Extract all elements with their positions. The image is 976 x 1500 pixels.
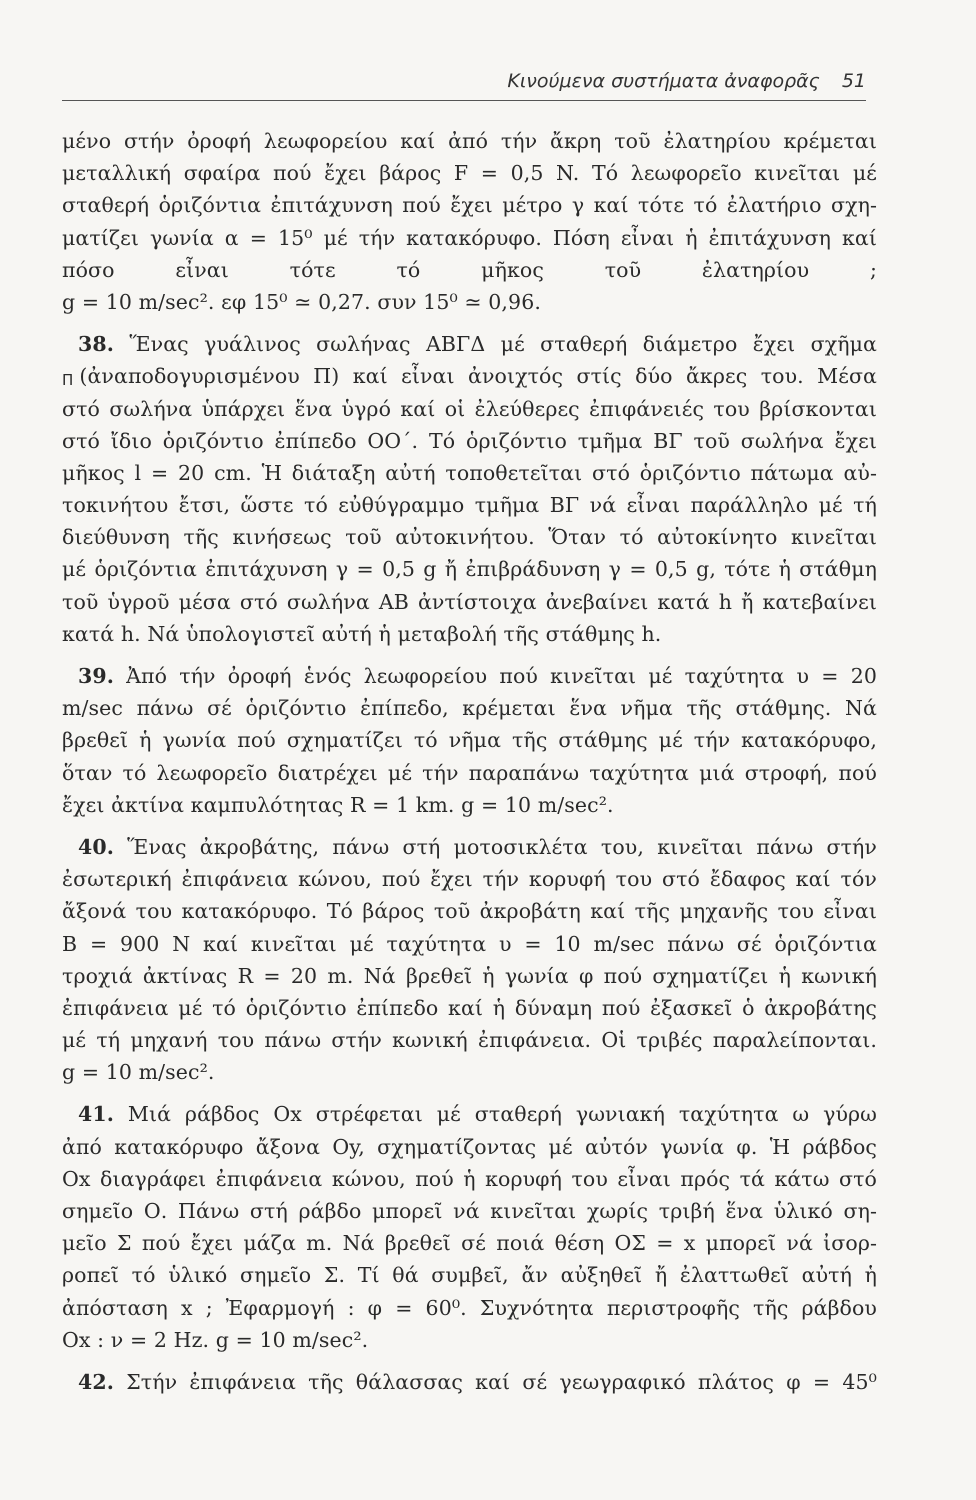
text-line: ἄξονά του κατακόρυφο. Τό βάρος τοῦ ἀκροβάτη καί τῆς μηχανῆς του εἶναι — [62, 899, 877, 924]
text-line: τροχιά ἀκτίνας R = 20 m. Νά βρεθεῖ ἡ γωνία φ πού σχηματίζει ἡ κωνική — [62, 963, 877, 988]
text-line: 38. Ἕνας γυάλινος σωλήνας ΑΒΓΔ μέ σταθερή διάμετρο ἔχει σχῆμα — [78, 332, 877, 357]
text-line: ἐσωτερική ἐπιφάνεια κώνου, πού ἔχει τήν κορυφή του στό ἔδαφος καί τόν — [62, 867, 877, 892]
text-line: ἔχει ἀκτίνα καμπυλότητας R = 1 km. g = 10 m/sec². — [62, 792, 614, 817]
page-number: 51 — [841, 70, 866, 92]
problem-38 — [62, 328, 877, 650]
text-line: βρεθεῖ ἡ γωνία πού σχηματίζει τό νῆμα τῆς στάθμης μέ τήν κατακόρυφο, — [62, 728, 877, 753]
pi-symbol: Π — [62, 371, 74, 390]
text-line: μένο στήν ὀροφή λεωφορείου καί ἀπό τήν ἄκρη τοῦ ἐλατηρίου κρέμεται — [62, 129, 877, 153]
text-line: κατά h. Νά ὑπολογιστεῖ αὐτή ἡ μεταβολή τῆς στάθμης h. — [62, 621, 662, 646]
text-line: Β = 900 Ν καί κινεῖται μέ ταχύτητα υ = 10 m/sec πάνω σέ ὁριζόντια — [62, 931, 877, 956]
text-line: Οx : ν = 2 Hz. g = 10 m/sec². — [62, 1327, 369, 1352]
problem-40 — [62, 831, 877, 1089]
text-body — [62, 125, 877, 1398]
problem-number: 42. — [78, 1369, 114, 1394]
text-line: ματίζει γωνία α = 15⁰ μέ τήν κατακόρυφο. Πόση εἶναι ἡ ἐπιτάχυνση καί — [62, 225, 877, 250]
problem-number: 39. — [78, 664, 114, 688]
text-line: σταθερή ὁριζόντια ἐπιτάχυνση πού ἔχει μέτρο γ καί τότε τό ἐλατήριο σχη- — [62, 193, 877, 218]
text-line: διεύθυνση τῆς κινήσεως τοῦ αὐτοκινήτου. Ὅταν τό αὐτοκίνητο κινεῖται — [62, 525, 877, 550]
problem-number: 40. — [78, 834, 114, 859]
text-line: g = 10 m/sec². — [62, 1060, 215, 1085]
text-line: 39. Ἀπό τήν ὀροφή ἑνός λεωφορείου πού κινεῖται μέ ταχύτητα υ = 20 — [78, 664, 877, 688]
problem-42 — [62, 1366, 877, 1398]
problem-41 — [62, 1098, 877, 1356]
chapter-title: Κινούμενα συστήματα ἀναφορᾶς — [507, 70, 820, 92]
text-line: ἐπιφάνεια μέ τό ὁριζόντιο ἐπίπεδο καί ἡ δύναμη πού ἐξασκεῖ ὁ ἀκροβάτης — [62, 995, 877, 1020]
text-line: Οx διαγράφει ἐπιφάνεια κώνου, πού ἡ κορυφή του εἶναι πρός τά κάτω στό — [62, 1166, 877, 1191]
text-line: μέ ὁριζόντια ἐπιτάχυνση γ = 0,5 g ἤ ἐπιβράδυνση γ = 0,5 g, τότε ἡ στάθμη — [62, 557, 877, 582]
text-line: στό σωλήνα ὑπάρχει ἕνα ὑγρό καί οἱ ἐλεύθερες ἐπιφάνειές του βρίσκονται — [62, 396, 877, 421]
text-line: μῆκος l = 20 cm. Ἡ διάταξη αὐτή τοποθετεῖται στό ὁριζόντιο πάτωμα αὐ- — [62, 460, 877, 485]
text-line: Π (ἀναποδογυρισμένου Π) καί εἶναι ἀνοιχτός στίς δύο ἄκρες του. Μέσα — [62, 364, 877, 390]
text-line: 41. Μιά ράβδος Οx στρέφεται μέ σταθερή γωνιακή ταχύτητα ω γύρω — [78, 1102, 877, 1127]
text-line: ἀπό κατακόρυφο ἄξονα Οy, σχηματίζοντας μέ αὐτόν γωνία φ. Ἡ ράβδος — [62, 1134, 877, 1159]
text-line: ἀπόσταση x ; Ἐφαρμογή : φ = 60⁰. Συχνότητα περιστροφῆς τῆς ράβδου — [62, 1295, 877, 1320]
text-line: ροπεῖ τό ὑλικό σημεῖο Σ. Τί θά συμβεῖ, ἄν αὐξηθεῖ ἤ ἐλαττωθεῖ αὐτή ἡ — [62, 1263, 877, 1288]
problem-number: 38. — [78, 332, 114, 357]
text-line: σημεῖο Ο. Πάνω στή ράβδο μπορεῖ νά κινεῖται χωρίς τριβή ἕνα ὑλικό ση- — [62, 1199, 877, 1223]
text-line: πόσο εἶναι τότε τό μῆκος τοῦ ἐλατηρίου ; — [62, 257, 877, 282]
text-line: τοῦ ὑγροῦ μέσα στό σωλήνα ΑΒ ἀντίστοιχα ἀνεβαίνει κατά h ἤ κατεβαίνει — [62, 589, 877, 614]
text-line: 40. Ἕνας ἀκροβάτης, πάνω στή μοτοσικλέτα του, κινεῖται πάνω στήν — [78, 834, 877, 859]
problem-number: 41. — [78, 1102, 114, 1127]
text-line: μεῖο Σ πού ἔχει μάζα m. Νά βρεθεῖ σέ ποιά θέση ΟΣ = x μπορεῖ νά ἰσορ- — [62, 1231, 877, 1256]
text-line: m/sec πάνω σέ ὁριζόντιο ἐπίπεδο, κρέμεται ἕνα νῆμα τῆς στάθμης. Νά — [62, 696, 877, 721]
text-line: μεταλλική σφαίρα πού ἔχει βάρος F = 0,5 N. Τό λεωφορεῖο κινεῖται μέ — [62, 161, 877, 186]
text-line: μέ τή μηχανή του πάνω στήν κωνική ἐπιφάνεια. Οἱ τριβές παραλείπονται. — [62, 1028, 877, 1053]
text-line: τοκινήτου ἔτσι, ὥστε τό εὐθύγραμμο τμῆμα ΒΓ νά εἶναι παράλληλο μέ τή — [62, 493, 877, 518]
text-line: 42. Στήν ἐπιφάνεια τῆς θάλασσας καί σέ γεωγραφικό πλάτος φ = 45⁰ — [78, 1369, 877, 1394]
text-line: g = 10 m/sec². εφ 15⁰ ≃ 0,27. συν 15⁰ ≃ 0,96. — [62, 289, 541, 314]
problem-39 — [62, 660, 877, 821]
text-line: στό ἴδιο ὁριζόντιο ἐπίπεδο ΟΟ΄. Τό ὁριζόντιο τμῆμα ΒΓ τοῦ σωλήνα ἔχει — [62, 428, 877, 453]
paragraph-37-continuation — [62, 125, 877, 318]
running-header — [62, 62, 866, 101]
text-line: ὅταν τό λεωφορεῖο διατρέχει μέ τήν παραπάνω ταχύτητα μιά στροφή, πού — [62, 760, 877, 785]
